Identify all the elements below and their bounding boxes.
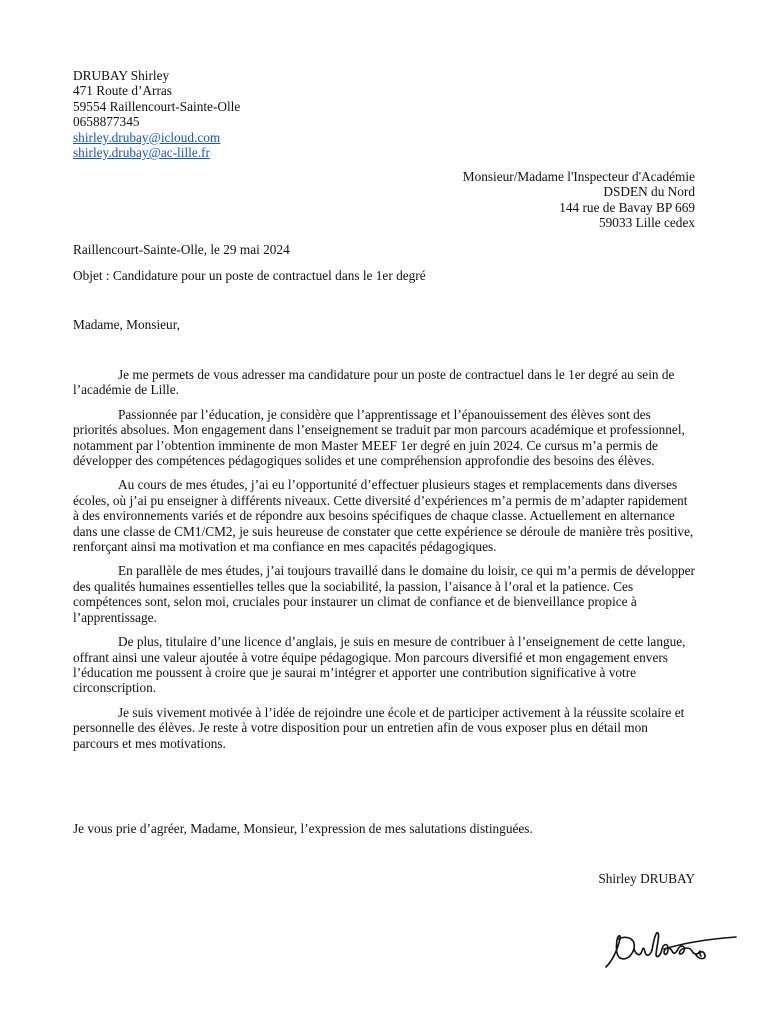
letter-subject: Objet : Candidature pour un poste de contractuel dans le 1er degré bbox=[73, 268, 426, 283]
sender-street: 471 Route d’Arras bbox=[73, 83, 172, 99]
place-and-date: Raillencourt-Sainte-Olle, le 29 mai 2024 bbox=[73, 242, 290, 257]
sender-phone: 0658877345 bbox=[73, 114, 140, 130]
sender-name: DRUBAY Shirley bbox=[73, 68, 170, 83]
sender-city: 59554 Raillencourt-Sainte-Olle bbox=[73, 98, 241, 114]
salutation: Madame, Monsieur, bbox=[73, 317, 180, 332]
recipient-office: DSDEN du Nord bbox=[603, 184, 695, 200]
body-paragraph: De plus, titulaire d’une licence d’anglais, je suis en mesure de contribuer à l’enseignement de cette langue, offrant ainsi une valeur ajoutée à votre équipe pédagogique. Mon parcours diversifié et mon engagement envers l’éducation me poussent à croire que je saurai m’intégrer et apporter une contribution significative à votre circonscription. bbox=[73, 634, 686, 696]
recipient-street: 144 rue de Bavay BP 669 bbox=[559, 199, 695, 215]
sender-email-icloud-link[interactable]: shirley.drubay@icloud.com bbox=[73, 129, 221, 145]
recipient-block bbox=[355, 169, 695, 231]
recipient-title: Monsieur/Madame l'Inspecteur d'Académie bbox=[462, 169, 695, 184]
body-paragraph: En parallèle de mes études, j’ai toujours travaillé dans le domaine du loisir, ce qui m’a permis de développer des qualités humaines essentielles telles que la sociabilité, la passion, l’aisance à l’oral et la patience. Ces compétences sont, selon moi, cruciales pour instaurer un climat de confiance et de bienveillance propice à l’apprentissage. bbox=[73, 563, 695, 625]
sender-block bbox=[73, 68, 393, 160]
body-paragraph: Je me permets de vous adresser ma candidature pour un poste de contractuel dans le 1er degré au sein de l’académie de Lille. bbox=[73, 367, 675, 398]
body-paragraph: Au cours de mes études, j’ai eu l’opportunité d’effectuer plusieurs stages et remplacements dans diverses écoles, où j’ai pu enseigner à différents niveaux. Cette diversité d’expériences m’a permis de m’adapter rapidement à des environnements variés et de répondre aux besoins spécifiques de chaque classe. Actuellement en alternance dans une classe de CM1/CM2, je suis heureuse de constater que cette expérience se déroule de manière très positive, renforçant ainsi ma motivation et ma confiance en mes capacités pédagogiques. bbox=[73, 477, 694, 555]
sender-email-academic-link[interactable]: shirley.drubay@ac-lille.fr bbox=[73, 145, 210, 161]
handwritten-signature-icon bbox=[604, 925, 738, 969]
body-paragraph: Je suis vivement motivée à l’idée de rejoindre une école et de participer activement à la réussite scolaire et personnelle des élèves. Je reste à votre disposition pour un entretien afin de vous exposer plus en détail mon parcours et mes motivations. bbox=[73, 704, 685, 751]
recipient-city: 59033 Lille cedex bbox=[599, 215, 695, 231]
closing-formula: Je vous prie d’agréer, Madame, Monsieur, l’expression de mes salutations distinguées. bbox=[73, 821, 533, 836]
letter-body bbox=[73, 367, 695, 760]
signatory-name: Shirley DRUBAY bbox=[598, 871, 695, 886]
body-paragraph: Passionnée par l’éducation, je considère que l’apprentissage et l’épanouissement des élèves sont des priorités absolues. Mon engagement dans l’enseignement se traduit par mon parcours académique et professionnel, notamment par l’obtention imminente de mon Master MEEF 1er degré en juin 2024. Ce cursus m’a permis de développer des compétences pédagogiques solides et une compréhension approfondie des besoins des élèves. bbox=[73, 406, 685, 469]
